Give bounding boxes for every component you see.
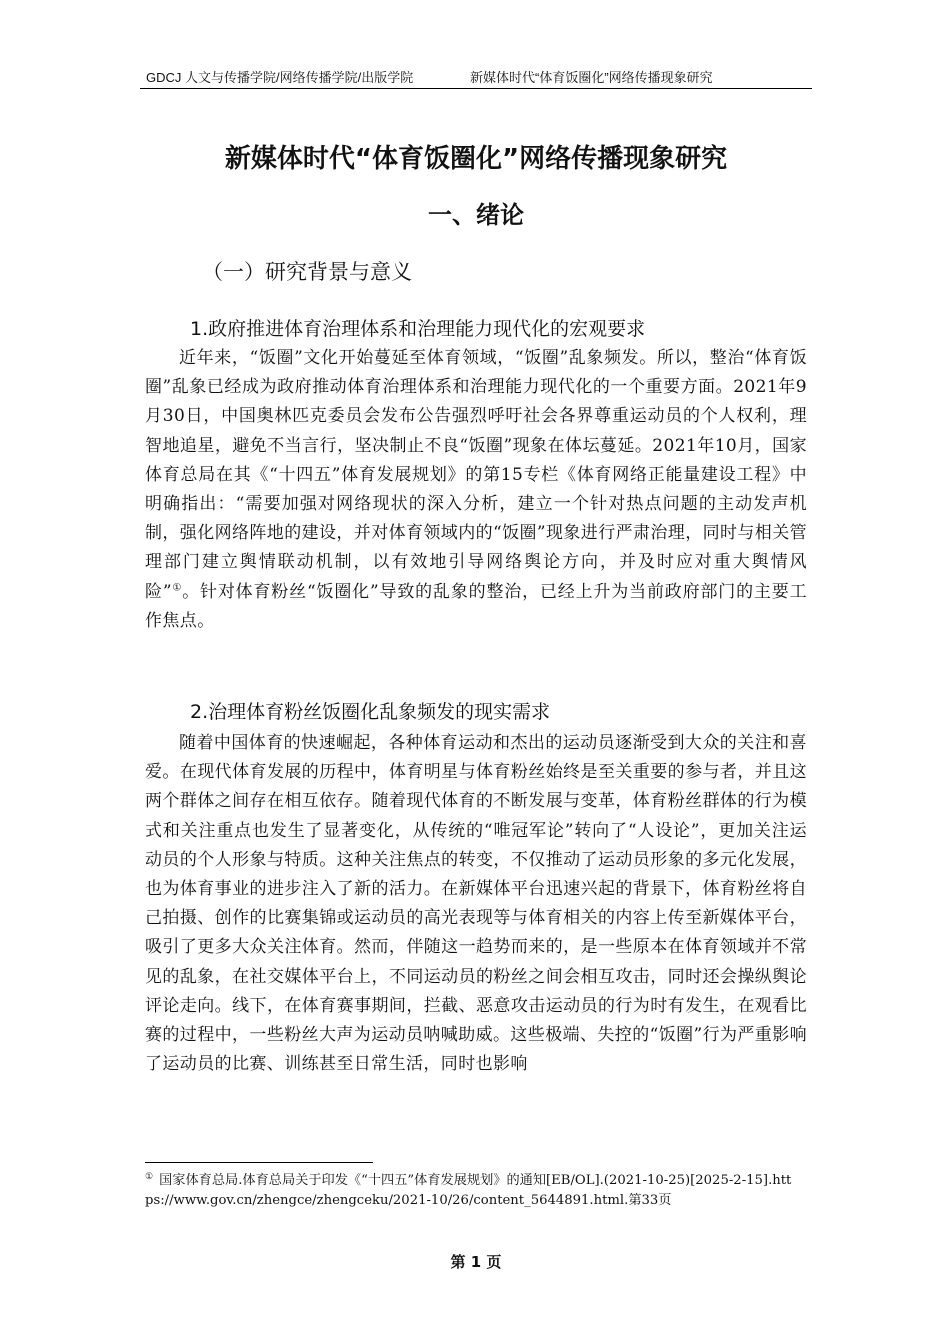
page-number: 第 1 页 [450, 1253, 502, 1271]
header-institution: GDCJ 人文与传播学院/网络传播学院/出版学院 [146, 70, 414, 85]
paper-title: 新媒体时代“体育饭圈化”网络传播现象研究 [224, 144, 728, 174]
paragraph-1-tail: 。针对体育粉丝“饭圈化”导致的乱象的整治，已经上升为当前政府部门的主要工作焦点。 [145, 581, 807, 631]
paragraph-2: 随着中国体育的快速崛起，各种体育运动和杰出的运动员逐渐受到大众的关注和喜爱。在现代体育发展的历程中，体育明星与体育粉丝始终是至关重要的参与者，并且这两个群体之间存在相互依存。随着现代体育的不断发展与变革，体育粉丝群体的行为模式和关注重点也发生了显著变化，从传统的“唯冠军论”转向了“人设论”，更加关注运动员的个人形象与特质。这种关注焦点的转变，不仅推动了运动员形象的多元化发展，也为体育事业的进步注入了新的活力。在新媒体平台迅速兴起的背景下，体育粉丝将自己拍摄、创作的比赛集锦或运动员的高光表现等与体育相关的内容上传至新媒体平台，吸引了更多大众关注体育。然而，伴随这一趋势而来的，是一些原本在体育领域并不常见的乱象，在社交媒体平台上，不同运动员的粉丝之间会相互攻击，同时还会操纵舆论评论走向。线下，在体育赛事期间，拦截、恶意攻击运动员的行为时有发生，在观看比赛的过程中，一些粉丝大声为运动员呐喊助威。这些极端、失控的“饭圈”行为严重影响了运动员的比赛、训练甚至日常生活，同时也影响 [145, 733, 807, 1075]
header-title: 新媒体时代“体育饭圈化”网络传播现象研究 [470, 70, 713, 85]
running-header [140, 70, 812, 89]
footnote-reference[interactable]: ① [171, 581, 183, 593]
paragraph-1-text: 近年来，“饭圈”文化开始蔓延至体育领域，“饭圈”乱象频发。所以，整治“体育饭圈”乱象已经成为政府推动体育治理体系和治理能力现代化的一个重要方面。2021年9月30日，中国奥林匹克委员会发布公告强烈呼吁社会各界尊重运动员的个人权利，理智地追星，避免不当言行，坚决制止不良“饭圈”现象在体坛蔓延。2021年10月，国家体育总局在其《“十四五”体育发展规划》的第15专栏《体育网络正能量建设工程》中明确指出：“需要加强对网络现状的深入分析，建立一个针对热点问题的主动发声机制，强化网络阵地的建设，并对体育领域内的“饭圈”现象进行严肃治理，同时与相关管理部门建立舆情联动机制，以有效地引导网络舆论方向，并及时应对重大舆情风险” [145, 348, 807, 602]
footnote-text: 国家体育总局.体育总局关于印发《“十四五”体育发展规划》的通知[EB/OL].(2021-10-25)[2025-2-15].https://www.gov.cn/zhengce/zhengceku/2021-10/26/content_5644891.html.第33页 [145, 1173, 792, 1208]
subsection-heading-1: 1.政府推进体育治理体系和治理能力现代化的宏观要求 [190, 318, 646, 340]
chapter-heading: 一、绪论 [428, 201, 524, 229]
footnote-mark: ① [145, 1171, 154, 1182]
paragraph-1 [145, 344, 807, 636]
section-heading: （一）研究背景与意义 [202, 260, 412, 284]
footnote-divider [145, 1162, 373, 1163]
footnote [145, 1171, 795, 1211]
subsection-heading-2: 2.治理体育粉丝饭圈化乱象频发的现实需求 [190, 701, 551, 723]
